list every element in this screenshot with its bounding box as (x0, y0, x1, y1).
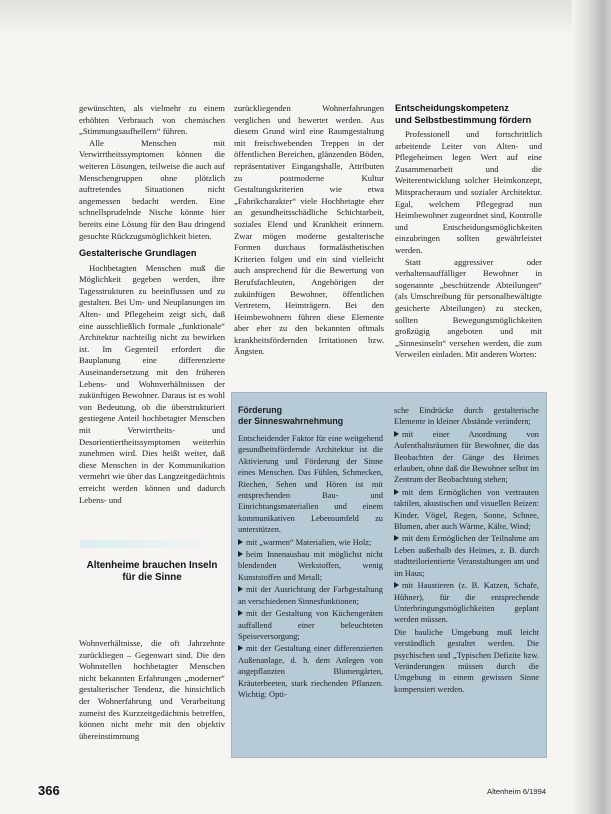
bullet-arrow-icon (394, 489, 399, 495)
text-column-1 (79, 103, 225, 506)
text-column-2 (234, 103, 384, 358)
bullet-arrow-icon (394, 535, 399, 541)
bullet-arrow-icon (238, 539, 243, 545)
col2-paragraph: zurückliegenden Wohnerfahrungen verglichen und bewertet werden. Aus diesem Grund wird eine Raumgestaltung mit freischwebenden Treppen in der öffentlichen Bereichen, glänzenden Böden, repräsentativer Eingangshalle, Attributen zu postmoderne Kultur Gestaltungskriterien wie etwa „Fabrikcharakter“ viele Hochbetagte eher an gesundheitsschädliche Schichtarbeit, soziales Elend und Krankheit erinnern. Zwar mögen moderne gestalterische Formen durchaus formalästhetischen Kriterien folgen und ein sind vielleicht auch ansprechend für die Bewertung von Berufsfachleuten, Angehörigen der zukünftigen Bewohner, öffentlichen Vertretern, Heimträgern. Bei den Heimbewohnern führen diese Elemente aber eher zu den bekannten oftmals krankheitsfördernden Irritationen bzw. Ängsten. (234, 103, 384, 357)
info-box-bullet (238, 643, 383, 700)
page-binding-shadow (572, 0, 611, 814)
heading-line: und Selbstbestimmung fördern (395, 114, 532, 125)
info-box-bullet (394, 429, 539, 486)
info-box-bullet (238, 549, 383, 583)
pull-quote-line: Altenheime brauchen Inseln (86, 560, 218, 571)
bullet-arrow-icon (238, 645, 243, 651)
bullet-text: mit dem Ermöglichen von vertrauten taktilen, akustischen und visuellen Reizen: Kinder, Vögel, Regen, Sonne, Schnee, Blumen, aber auch Wärme, Kälte, Wind; (394, 487, 539, 532)
bullet-arrow-icon (238, 610, 243, 616)
info-box-left-column (238, 405, 383, 701)
info-box-bullet (394, 580, 539, 626)
info-box-bullet (394, 533, 539, 579)
heading-line: Förderung (238, 405, 282, 415)
page-number: 366 (38, 783, 60, 798)
section-heading-gestalterische-grundlagen: Gestalterische Grundlagen (79, 248, 197, 259)
col1-paragraph: Hochbetagten Menschen muß die Möglichkeit gegeben werden, ihre Tagesstrukturen zu beeinflussen und zu gestalten. Bei Um- und Neuplanungen im Alten- und Pflegeheim zeigt sich, daß eine ausschließlich formale „funktionale“ Architektur nachteilig nicht zu bewirken ist. Im Gegenteil erfordert die Bauplanung eine differenzierte Auseinandersetzung mit den früheren Lebens- und Wohnverhältnissen der zukünftigen Bewohner. Daraus ist es wohl von Bedeutung, ob die überstrukturiert gestiegene Anteil hochbetagter Menschen mit Verwirrtheits- und Desorientiertheitssymptomen weiterhin zunehmen wird. Dies heißt weiter, daß diese Menschen in der Kommunikation vermehrt wie über das Langzeitgedächtnis erreicht werden können und dadurch Lebens- und (79, 262, 225, 505)
bullet-text: mit Haustieren (z. B. Katzen, Schafe, Hühner), für die entsprechende Unterbringungsmöglichkeiten geplant werden müssen. (394, 581, 539, 625)
bullet-arrow-icon (394, 582, 399, 588)
bullet-arrow-icon (394, 431, 399, 437)
bullet-text: mit der Gestaltung einer differenzierten Außenanlage, d. h. dem Anlegen von angepflanzten Blumengärten, Kräuterbeeten, stark riechenden Pflanzen. Wichtig: Opti- (238, 644, 383, 699)
info-box-bullet (394, 487, 539, 533)
col3-paragraph: Professionell und fortschrittlich arbeitende Leiter von Alten- und Pflegeheimen legen Wert auf eine Zusammenarbeit und die Weiterentwicklung solcher Heimkonzept, Mitspracheraum und sozialer Architektur. Egal, welchem Pflegegrad nun Heimbewohner zugeordnet sind, Kontrolle und Entscheidungsmöglichkeiten einzubringen sollten gewährleistet werden. (395, 129, 543, 255)
info-box-bullet (238, 584, 383, 607)
page-top-shadow (0, 0, 611, 36)
text-column-1-continued (79, 638, 225, 742)
col3-paragraph: Statt aggressiver oder verhaltensauffälliger Bewohner in sogenannte „beschützende Abteilungen“ (als Umschreibung für personalbewältigte gesicherte Abteilungen) zu stecken, sollten Bewegungsmöglichkeiten großzügig angeboten und mit „Sinnesinseln“ versehen werden, die zum Verweilen einladen. Mit anderen Worten: (395, 256, 542, 360)
pull-quote-line: für die Sinne (122, 572, 182, 583)
pull-quote (79, 560, 225, 610)
callout-decoration (79, 540, 225, 548)
info-box-heading (238, 405, 383, 427)
heading-line: der Sinneswahrnehmung (238, 416, 344, 426)
heading-line: Entscheidungskompetenz (395, 103, 509, 113)
bullet-arrow-icon (238, 586, 243, 592)
info-box-sinneswahrnehmung (231, 392, 547, 758)
text-column-3 (395, 103, 542, 361)
col1-paragraph: Wohnverhältnisse, die oft Jahrzehnte zurückliegen – Gegenwart sind. Die den Wohnstellen hochbetagter Menschen nicht bekannten Erfahrungen „moderner“ gestalterischer Tendenz, die hinsichtlich der Wohnerfahrung und Verarbeitung zumeist des Kurzzeitgedächtnis betreffen, können nicht mehr mit den objektiv übereinstimmung (79, 638, 225, 741)
bullet-arrow-icon (238, 551, 243, 557)
bullet-text: mit „warmen“ Materialien, wie Holz; (246, 537, 372, 547)
col1-paragraph: gewünschten, als vielmehr zu einem erhöhten Verbrauch von chemischen „Stimmungsaufhellern“ führen. (79, 103, 225, 137)
magazine-issue: Altenheim 6/1994 (487, 787, 547, 796)
section-heading-entscheidungskompetenz (395, 103, 542, 126)
bullet-text: mit der Gestaltung von Küchengeräten auffallend einer beleuchteten Speiseversorgung; (238, 609, 383, 641)
info-box-text: Die bauliche Umgebung muß leicht verständlich gestaltet werden. Die psychischen und „Typischen Defizite bzw. Veränderungen müssen durch die Umgebung in einem gewissen Sinne kompensiert werden. (394, 627, 539, 694)
info-box-intro: Entscheidender Faktor für eine weitgehend gesundheitsfördernde Architektur ist die Aktivierung und Förderung der Sinne eines Menschen. Das Fühlen, Schmecken, Riechen, Sehen und Hören ist mit entsprechenden Bau- und Einrichtungsmaterialien und einem kommunikativen Lebensumfeld zu unterstützen. (238, 434, 383, 535)
info-box-right-column (394, 405, 539, 696)
bullet-text: mit dem Ermöglichen der Teilnahme am Leben außerhalb des Heimes, z. B. durch stadtteilorientierte Veranstaltungen am und im Haus; (394, 534, 539, 578)
bullet-text: mit einer Anordnung von Aufenthaltsräumen für Bewohner, die das Beobachten der Gänge des Heimes erlauben, ohne daß die Bewohner selbst im Zentrum der Beobachtung stehen; (394, 429, 539, 485)
bullet-text: mit der Ausrichtung der Farbgestaltung an verschiedenen Sinnesfunktionen; (238, 585, 383, 606)
col1-paragraph: Alle Menschen mit Verwirrtheitssymptomen können die weiteren Lösungen, teilweise die auch auf Menschengruppen ohne plötzlich auftretendes Situationen nicht angemessen bedacht werden. Eine schnellsprudelnde Nische könnte hier bereits eine Lösung für den Bau dringend gesuchte Rückzugsmöglichkeit bieten. (79, 137, 225, 241)
info-box-bullet (238, 537, 383, 548)
info-box-bullet (238, 608, 383, 642)
info-box-text: sche Eindrücke durch gestalterische Elemente in kleiner Abstände verändern; (394, 406, 539, 427)
bullet-text: beim Innenausbau mit möglichst nicht blendenden Werkstoffen, wenig Kunststoffen und Metall; (238, 550, 383, 582)
